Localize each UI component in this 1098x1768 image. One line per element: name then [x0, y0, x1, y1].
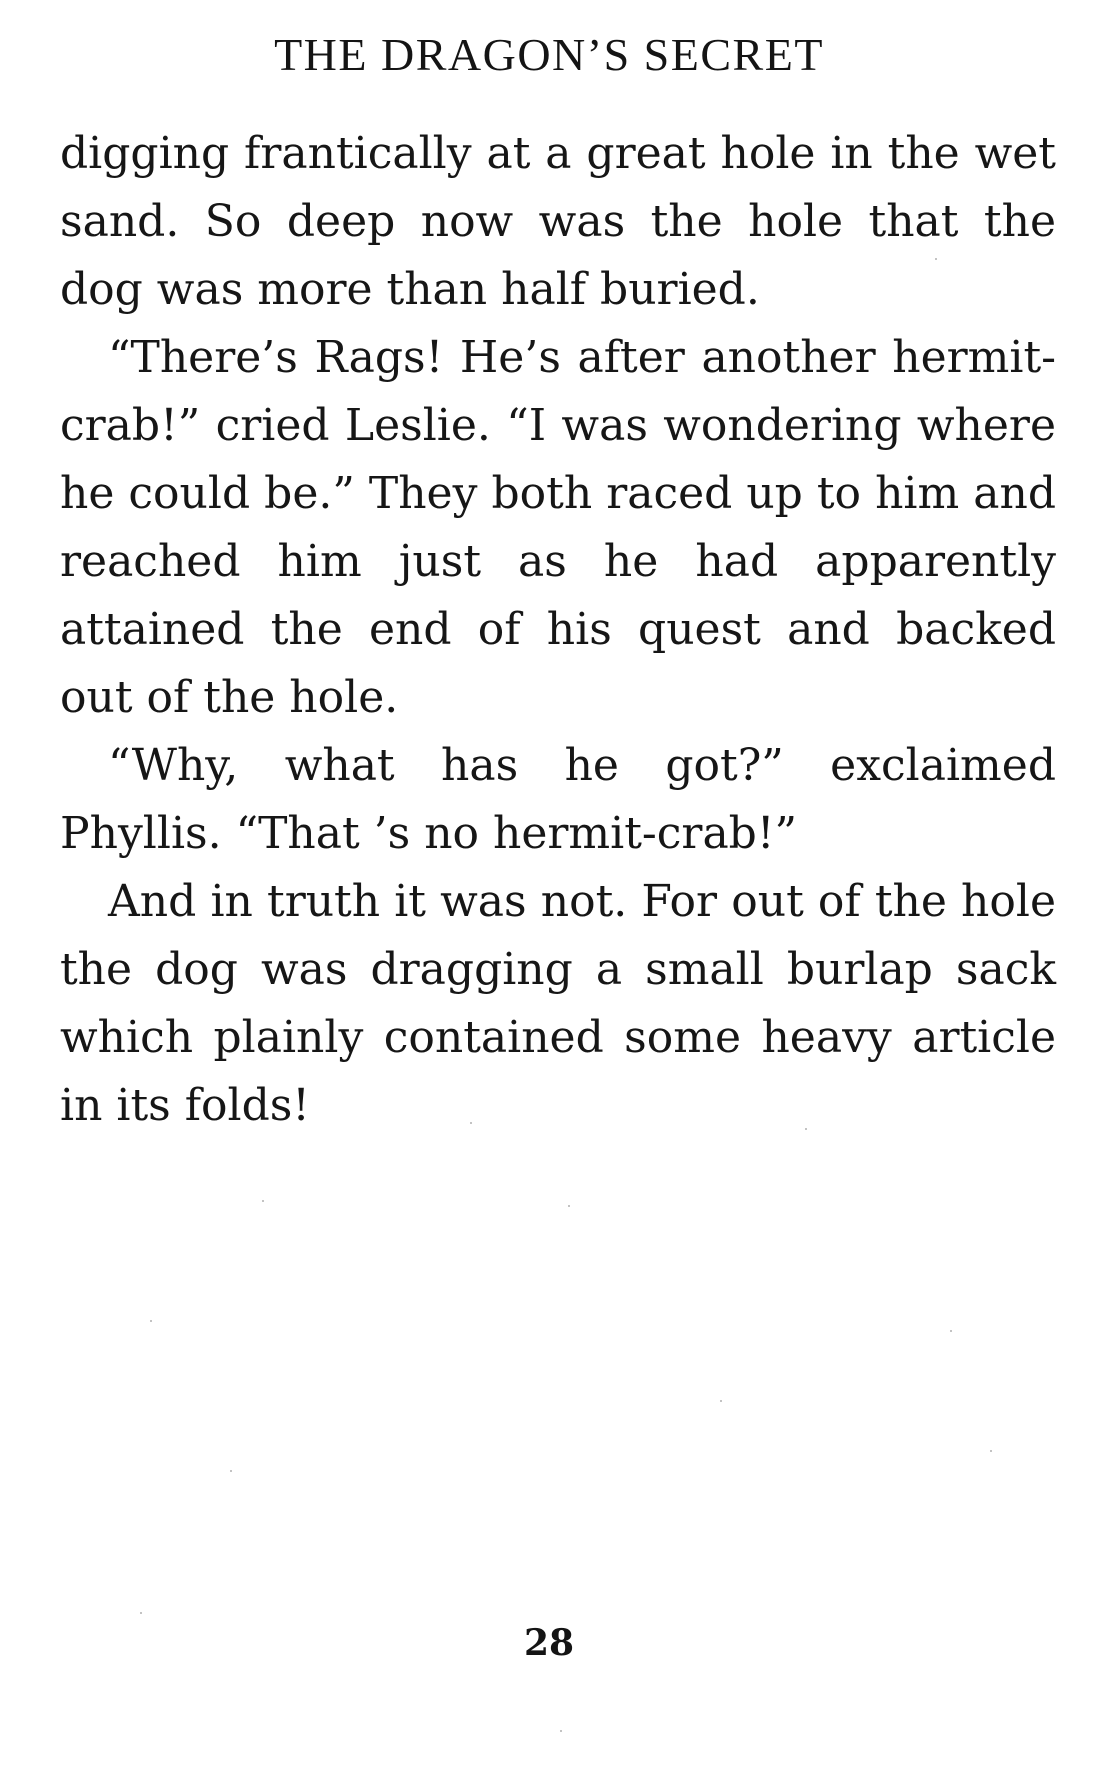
- scan-speck: [560, 1730, 562, 1732]
- scan-speck: [230, 1470, 232, 1472]
- paragraph-phyllis: “Why, what has he got?” exclaimed Phyllis. “That ’s no hermit-crab!”: [60, 740, 1056, 859]
- paragraph-rags: “There’s Rags! He’s after another hermit-crab!” cried Leslie. “I was wondering where he could be.” They both raced up to him and reached him just as he had apparently attained the end of his quest and backed out of the hole.: [60, 332, 1056, 723]
- scan-speck: [470, 1122, 472, 1124]
- scan-speck: [262, 1200, 264, 1202]
- running-head: THE DRAGON’S SECRET: [274, 29, 824, 80]
- scan-speck: [568, 1205, 570, 1207]
- body-text: [60, 120, 1056, 1140]
- scan-speck: [950, 1330, 952, 1332]
- paragraph-continued: digging frantically at a great hole in the wet sand. So deep now was the hole that the dog was more than half buried.: [60, 128, 1056, 315]
- scan-speck: [140, 1612, 142, 1614]
- scan-speck: [720, 1400, 722, 1402]
- paragraph-sack: And in truth it was not. For out of the hole the dog was dragging a small burlap sack which plainly contained some heavy article in its folds!: [60, 876, 1056, 1131]
- scan-speck: [990, 1450, 992, 1452]
- scan-speck: [150, 1320, 152, 1322]
- scan-speck: [805, 1128, 807, 1130]
- page-number: 28: [523, 1622, 575, 1664]
- scan-speck: [935, 258, 937, 260]
